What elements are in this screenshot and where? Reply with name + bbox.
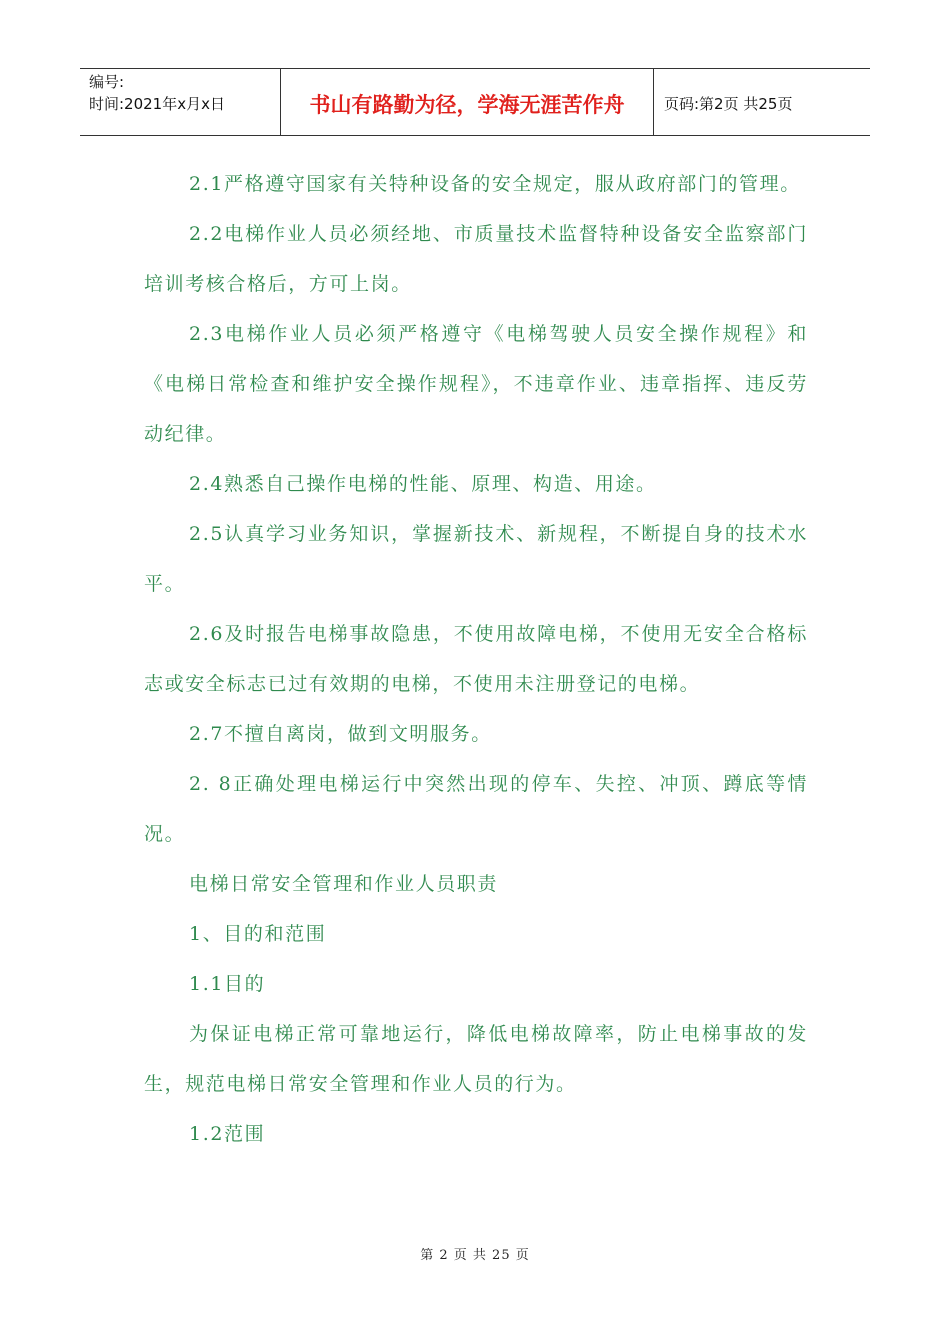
paragraph: 为保证电梯正常可靠地运行，降低电梯故障率，防止电梯事故的发生，规范电梯日常安全管理和作业人员的行为。 xyxy=(144,1023,808,1095)
paragraph: 2.6及时报告电梯事故隐患，不使用故障电梯，不使用无安全合格标志或安全标志已过有效期的电梯，不使用未注册登记的电梯。 xyxy=(144,623,808,695)
subsection-heading: 1.2范围 xyxy=(189,1123,266,1145)
paragraph: 2.4熟悉自己操作电梯的性能、原理、构造、用途。 xyxy=(189,473,657,495)
document-number-label: 编号: xyxy=(89,73,125,91)
header-meta xyxy=(80,69,281,135)
page-footer: 第 2 页 共 25 页 xyxy=(420,1248,530,1263)
page-header xyxy=(80,68,870,136)
paragraph: 2.5认真学习业务知识，掌握新技术、新规程，不断提自身的技术水平。 xyxy=(144,523,808,595)
header-page-info: 页码:第2页 共25页 xyxy=(664,94,793,113)
subsection-heading: 1.1目的 xyxy=(189,973,266,995)
document-body xyxy=(144,159,808,1159)
paragraph: 2.3电梯作业人员必须严格遵守《电梯驾驶人员安全操作规程》和《电梯日常检查和维护安全操作规程》，不违章作业、违章指挥、违反劳动纪律。 xyxy=(144,323,808,445)
paragraph: 2.7不擅自离岗，做到文明服务。 xyxy=(189,723,492,745)
paragraph: 2. 8正确处理电梯运行中突然出现的停车、失控、冲顶、蹲底等情况。 xyxy=(144,773,808,845)
document-date: 时间:2021年x月x日 xyxy=(89,95,225,113)
paragraph: 2.2电梯作业人员必须经地、市质量技术监督特种设备安全监察部门培训考核合格后，方可上岗。 xyxy=(144,223,808,295)
header-motto: 书山有路勤为径，学海无涯苦作舟 xyxy=(281,69,654,135)
section-heading: 1、目的和范围 xyxy=(189,923,327,945)
section-heading: 电梯日常安全管理和作业人员职责 xyxy=(189,873,499,895)
paragraph: 2.1严格遵守国家有关特种设备的安全规定，服从政府部门的管理。 xyxy=(189,173,801,195)
